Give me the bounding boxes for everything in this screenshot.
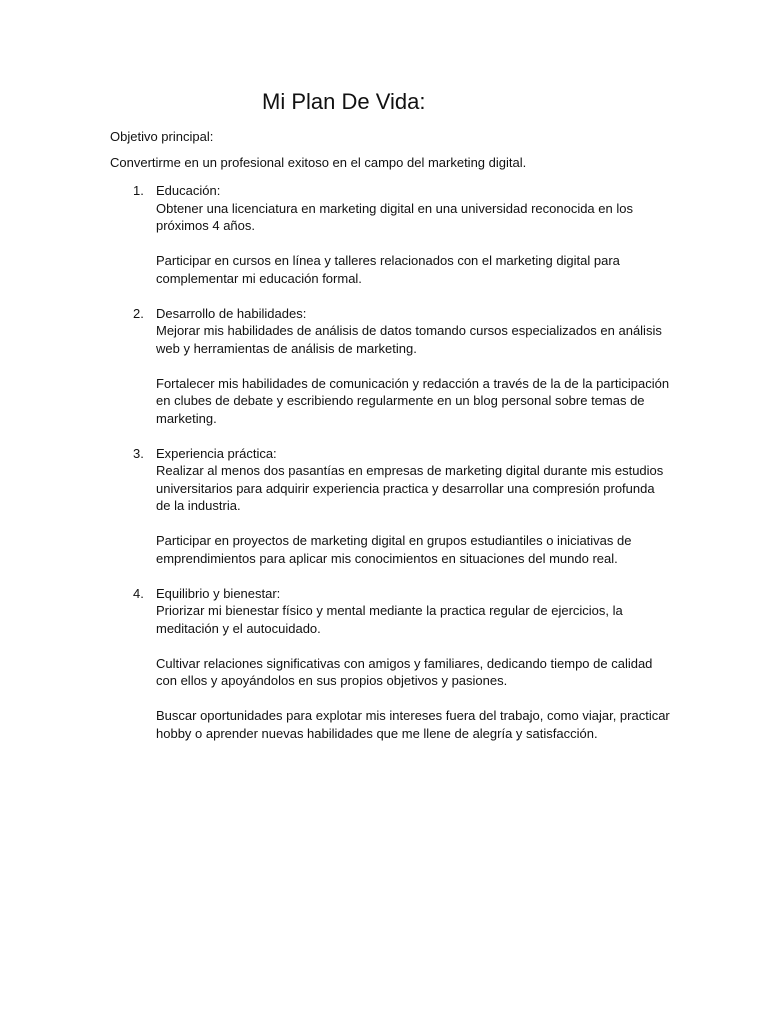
goals-list [110, 182, 670, 760]
goal-paragraph: Mejorar mis habilidades de análisis de datos tomando cursos especializados en análisis web y herramientas de análisis de marketing. [156, 323, 662, 356]
goal-heading: Equilibrio y bienestar: [156, 585, 281, 601]
goal-paragraph: Participar en cursos en línea y talleres relacionados con el marketing digital para complementar mi educación formal. [156, 253, 620, 286]
page-title: Mi Plan De Vida: [262, 89, 426, 114]
objective-label: Objetivo principal: [110, 129, 214, 144]
goal-number: 4. [133, 585, 144, 601]
goal-item-skills [110, 305, 670, 428]
goal-number: 2. [133, 305, 144, 321]
goal-paragraph: Priorizar mi bienestar físico y mental mediante la practica regular de ejercicios, la meditación y el autocuidado. [156, 603, 623, 636]
goal-number: 3. [133, 445, 144, 461]
goal-item-education [110, 182, 670, 287]
goal-number: 1. [133, 183, 144, 198]
objective-text: Convertirme en un profesional exitoso en el campo del marketing digital. [110, 155, 527, 170]
goal-paragraph: Fortalecer mis habilidades de comunicación y redacción a través de la de la participación en clubes de debate y escribiendo regularmente en un blog personal sobre temas de marketing. [156, 375, 670, 426]
goal-paragraph: Cultivar relaciones significativas con amigos y familiares, dedicando tiempo de calidad con ellos y apoyándolos en sus propios objetivos y pasiones. [156, 655, 653, 688]
goal-paragraph: Participar en proyectos de marketing digital en grupos estudiantiles o iniciativas de emprendimientos para aplicar mis conocimientos en situaciones del mundo real. [156, 533, 632, 566]
goal-paragraph: Obtener una licenciatura en marketing digital en una universidad reconocida en los próximos 4 años. [156, 200, 633, 233]
goal-heading: Desarrollo de habilidades: [156, 305, 307, 321]
goal-paragraph: Realizar al menos dos pasantías en empresas de marketing digital durante mis estudios universitarios para adquirir experiencia practica y desarrollar una compresión profunda de la industria. [156, 463, 664, 513]
goal-paragraph: Buscar oportunidades para explotar mis intereses fuera del trabajo, como viajar, practicar hobby o aprender nuevas habilidades que me llene de alegría y satisfacción. [156, 708, 670, 741]
goal-item-wellbeing [110, 585, 670, 743]
goal-item-experience [110, 445, 670, 568]
goal-heading: Educación: [156, 183, 221, 198]
goal-heading: Experiencia práctica: [156, 445, 277, 461]
